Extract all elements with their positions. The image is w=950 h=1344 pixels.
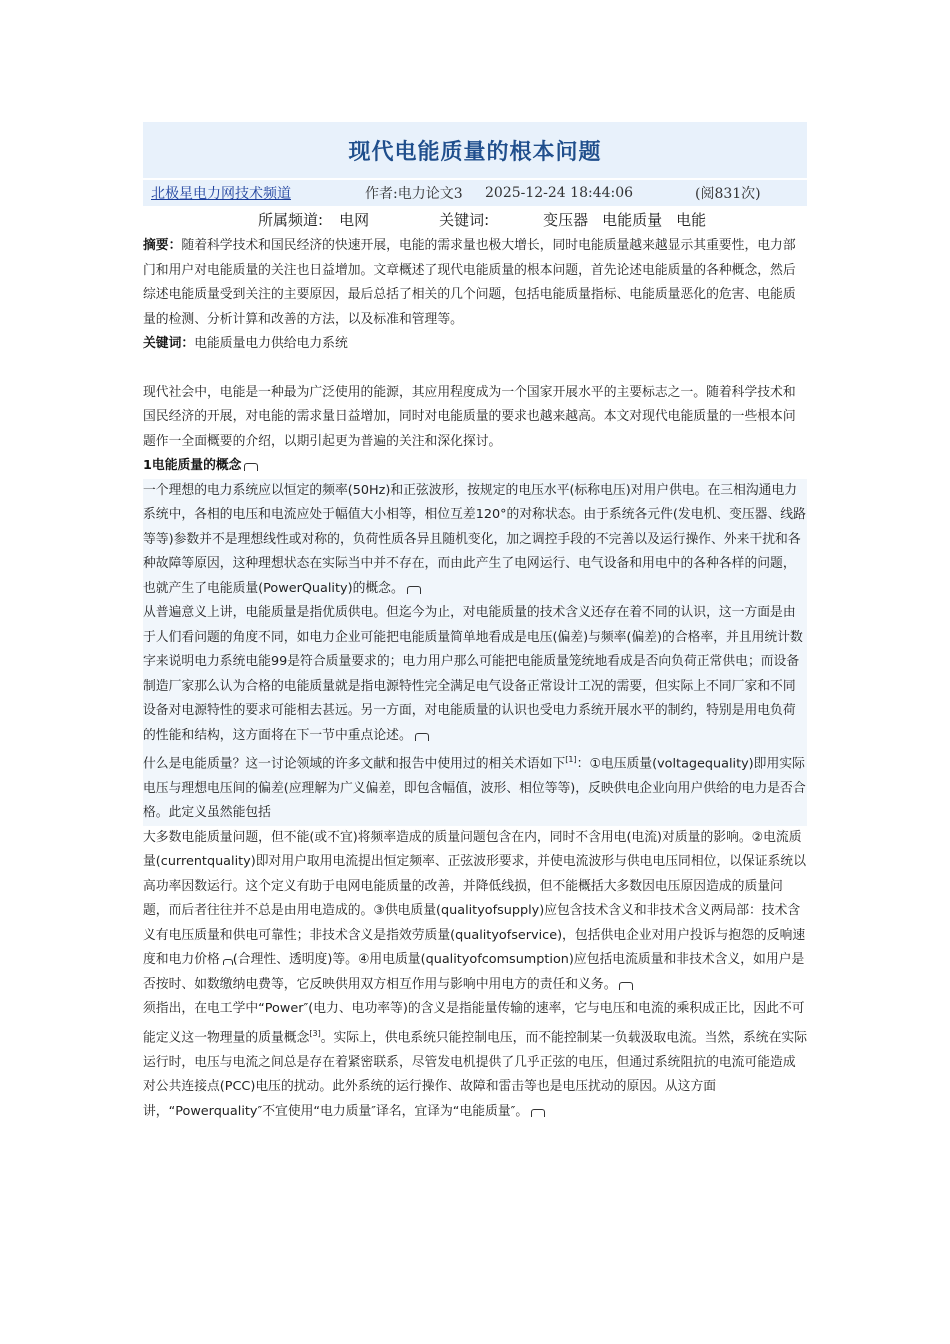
paragraph-text: 。实际上，供电系统只能控制电压，而不能控制某一负载汲取电流。当然，系统在实际运行时，电压与电流之间总是存在着紧密联系，尽管发电机提供了几乎正弦的电压，但通过系统阻抗的电流可能造成对公共连接点(PCC)电压的扰动。此外系统的运行操作、故障和雷击等也是电压扰动的原因。从这方面讲，“Powerquality″不宜使用“电力质量″译名，宜译为“电能质量″。 [143, 1030, 807, 1119]
paragraph [143, 826, 807, 998]
abstract-label: 摘要： [143, 238, 182, 253]
page-title: 现代电能质量的根本问题 [348, 139, 602, 165]
article [143, 122, 807, 1124]
keywords-line [143, 332, 807, 357]
paragraph-text: 什么是电能质量？这一讨论领域的许多文献和报告中使用过的相关术语如下 [143, 756, 566, 772]
shaded-block [143, 479, 807, 826]
abstract-text: 随着科学技术和国民经济的快速开展，电能的需求量也极大增长，同时电能质量越来越显示其重要性，电力部门和用户对电能质量的关注也日益增加。文章概述了现代电能质量的根本问题，首先论述电能质量的各种概念，然后综述电能质量受到关注的主要原因，最后总括了相关的几个问题，包括电能质量指标、电能质量恶化的危害、电能质量的检测、分析计算和改善的方法，以及标准和管理等。 [143, 238, 796, 327]
keywords-label: 关键词: [439, 210, 490, 229]
intro-paragraph: 现代社会中，电能是一种最为广泛使用的能源，其应用程度成为一个国家开展水平的主要标志之一。随着科学技术和国民经济的开展，对电能的需求量日益增加，同时对电能质量的要求也越来越高。本文对现代电能质量的一些根本问题作一全面概要的介绍，以期引起更为普遍的关注和深化探讨。 [143, 384, 796, 449]
paragraph-text: (合理性、透明度)等。④用电质量(qualityofcomsumption)应包括电流质量和非技术含义，如用户是否按时、如数缴纳电费等，它反映供用双方相互作用与影响中用电方的责任和义务。 [143, 952, 805, 992]
paragraph-text: ：①电压质量(voltagequality)即用实际电压与理想电压间的偏差(应理解为广义偏差，即包含幅值，波形、相位等等)，反映供电企业向用户供给的电力是否合格。此定义虽然能包括 [143, 756, 806, 821]
paragraph-mark-icon [415, 733, 429, 741]
view-count: (阅831次) [695, 186, 761, 202]
spacer [143, 357, 807, 381]
section-heading [143, 454, 807, 479]
keyword-item[interactable]: 电能 [676, 210, 707, 229]
channel-value[interactable]: 电网 [339, 210, 370, 229]
paragraph [143, 479, 807, 602]
site-link[interactable]: 北极星电力网技术频道 [151, 186, 291, 202]
keyword-item[interactable]: 电能质量 [602, 210, 663, 229]
paragraph-text: 从普遍意义上讲，电能质量是指优质供电。但迄今为止，对电能质量的技术含义还存在着不同的认识，这一方面是由于人们看问题的角度不同，如电力企业可能把电能质量简单地看成是电压(偏差)与频率(偏差)的合格率，并且用统计数字来说明电力系统电能99是符合质量要求的；电力用户那么可能把电能质量笼统地看成是否向负荷正常供电；而设备制造厂家那么认为合格的电能质量就是指电源特性完全满足电气设备正常设计工况的需要，但实际上不同厂家和不同设备对电源特性的要求可能相去甚远。另一方面，对电能质量的认识也受电力系统开展水平的制约，特别是用电负荷的性能和结构，这方面将在下一节中重点论述。 [143, 605, 803, 743]
publish-time: 2025-12-24 18:44:06 [485, 185, 634, 201]
keyword-item[interactable]: 变压器 [543, 210, 589, 229]
keywords-line-text: 电能质量电力供给电力系统 [194, 336, 348, 351]
channel-row [143, 206, 807, 232]
paragraph-mark-icon [407, 586, 421, 594]
paragraph [143, 997, 807, 1124]
section-heading-text: 1电能质量的概念 [143, 458, 242, 473]
keyword-list [543, 209, 706, 230]
title-bar [143, 122, 807, 178]
paragraph [143, 601, 807, 748]
author: 作者:电力论文3 [365, 186, 463, 202]
paragraph-text: 大多数电能质量问题，但不能(或不宜)将频率造成的质量问题包含在内，同时不含用电(电流)对质量的影响。②电流质量(currentquality)即对用户取用电流提出恒定频率、正弦波形要求，并使电流波形与供电电压同相位，以保证系统以高功率因数运行。这个定义有助于电网电能质量的改善，并降低线损，但不能概括大多数因电压原因造成的质量问题，而后者往往并不总是由用电造成的。③供电质量(qualityofsupply)应包含技术含义和非技术含义两局部：技术含义有电压质量和供电可靠性；非技术含义是指效劳质量(qualityofservice)，包括供电企业对用户投诉与抱怨的反响速度和电力价格 [143, 829, 806, 968]
paragraph-mark-icon [619, 982, 633, 990]
caret-icon [223, 959, 233, 965]
reference-marker[interactable]: [1] [565, 755, 577, 764]
paragraph-mark-icon [244, 463, 258, 471]
paragraph-text: 须指出，在电工学中“Power″(电力、电功率等)的含义是指能量传输的速率，它与电压和电流的乘积成正比，因此不可能定义这一物理量的质量概念 [143, 1001, 805, 1046]
keywords-line-label: 关键词： [143, 336, 195, 351]
paragraph [143, 748, 807, 826]
channel-label: 所属频道: [258, 210, 324, 229]
paragraph-mark-icon [531, 1109, 545, 1117]
paragraph-text: 一个理想的电力系统应以恒定的频率(50Hz)和正弦波形，按规定的电压水平(标称电压)对用户供电。在三相沟通电力系统中，各相的电压和电流应处于幅值大小相等，相位互差120°的对称状态。由于系统各元件(发电机、变压器、线路等等)参数并不是理想线性或对称的，负荷性质各异且随机变化，加之调控手段的不完善以及运行操作、外来干扰和各种故障等原因，这种理想状态在实际当中并不存在，而由此产生了电网运行、电气设备和用电中的各种各样的问题，也就产生了电能质量(PowerQuality)的概念。 [143, 482, 806, 596]
abstract [143, 234, 807, 332]
reference-marker[interactable]: [3] [309, 1028, 321, 1038]
article-body [143, 234, 807, 1124]
article-meta [143, 180, 807, 206]
